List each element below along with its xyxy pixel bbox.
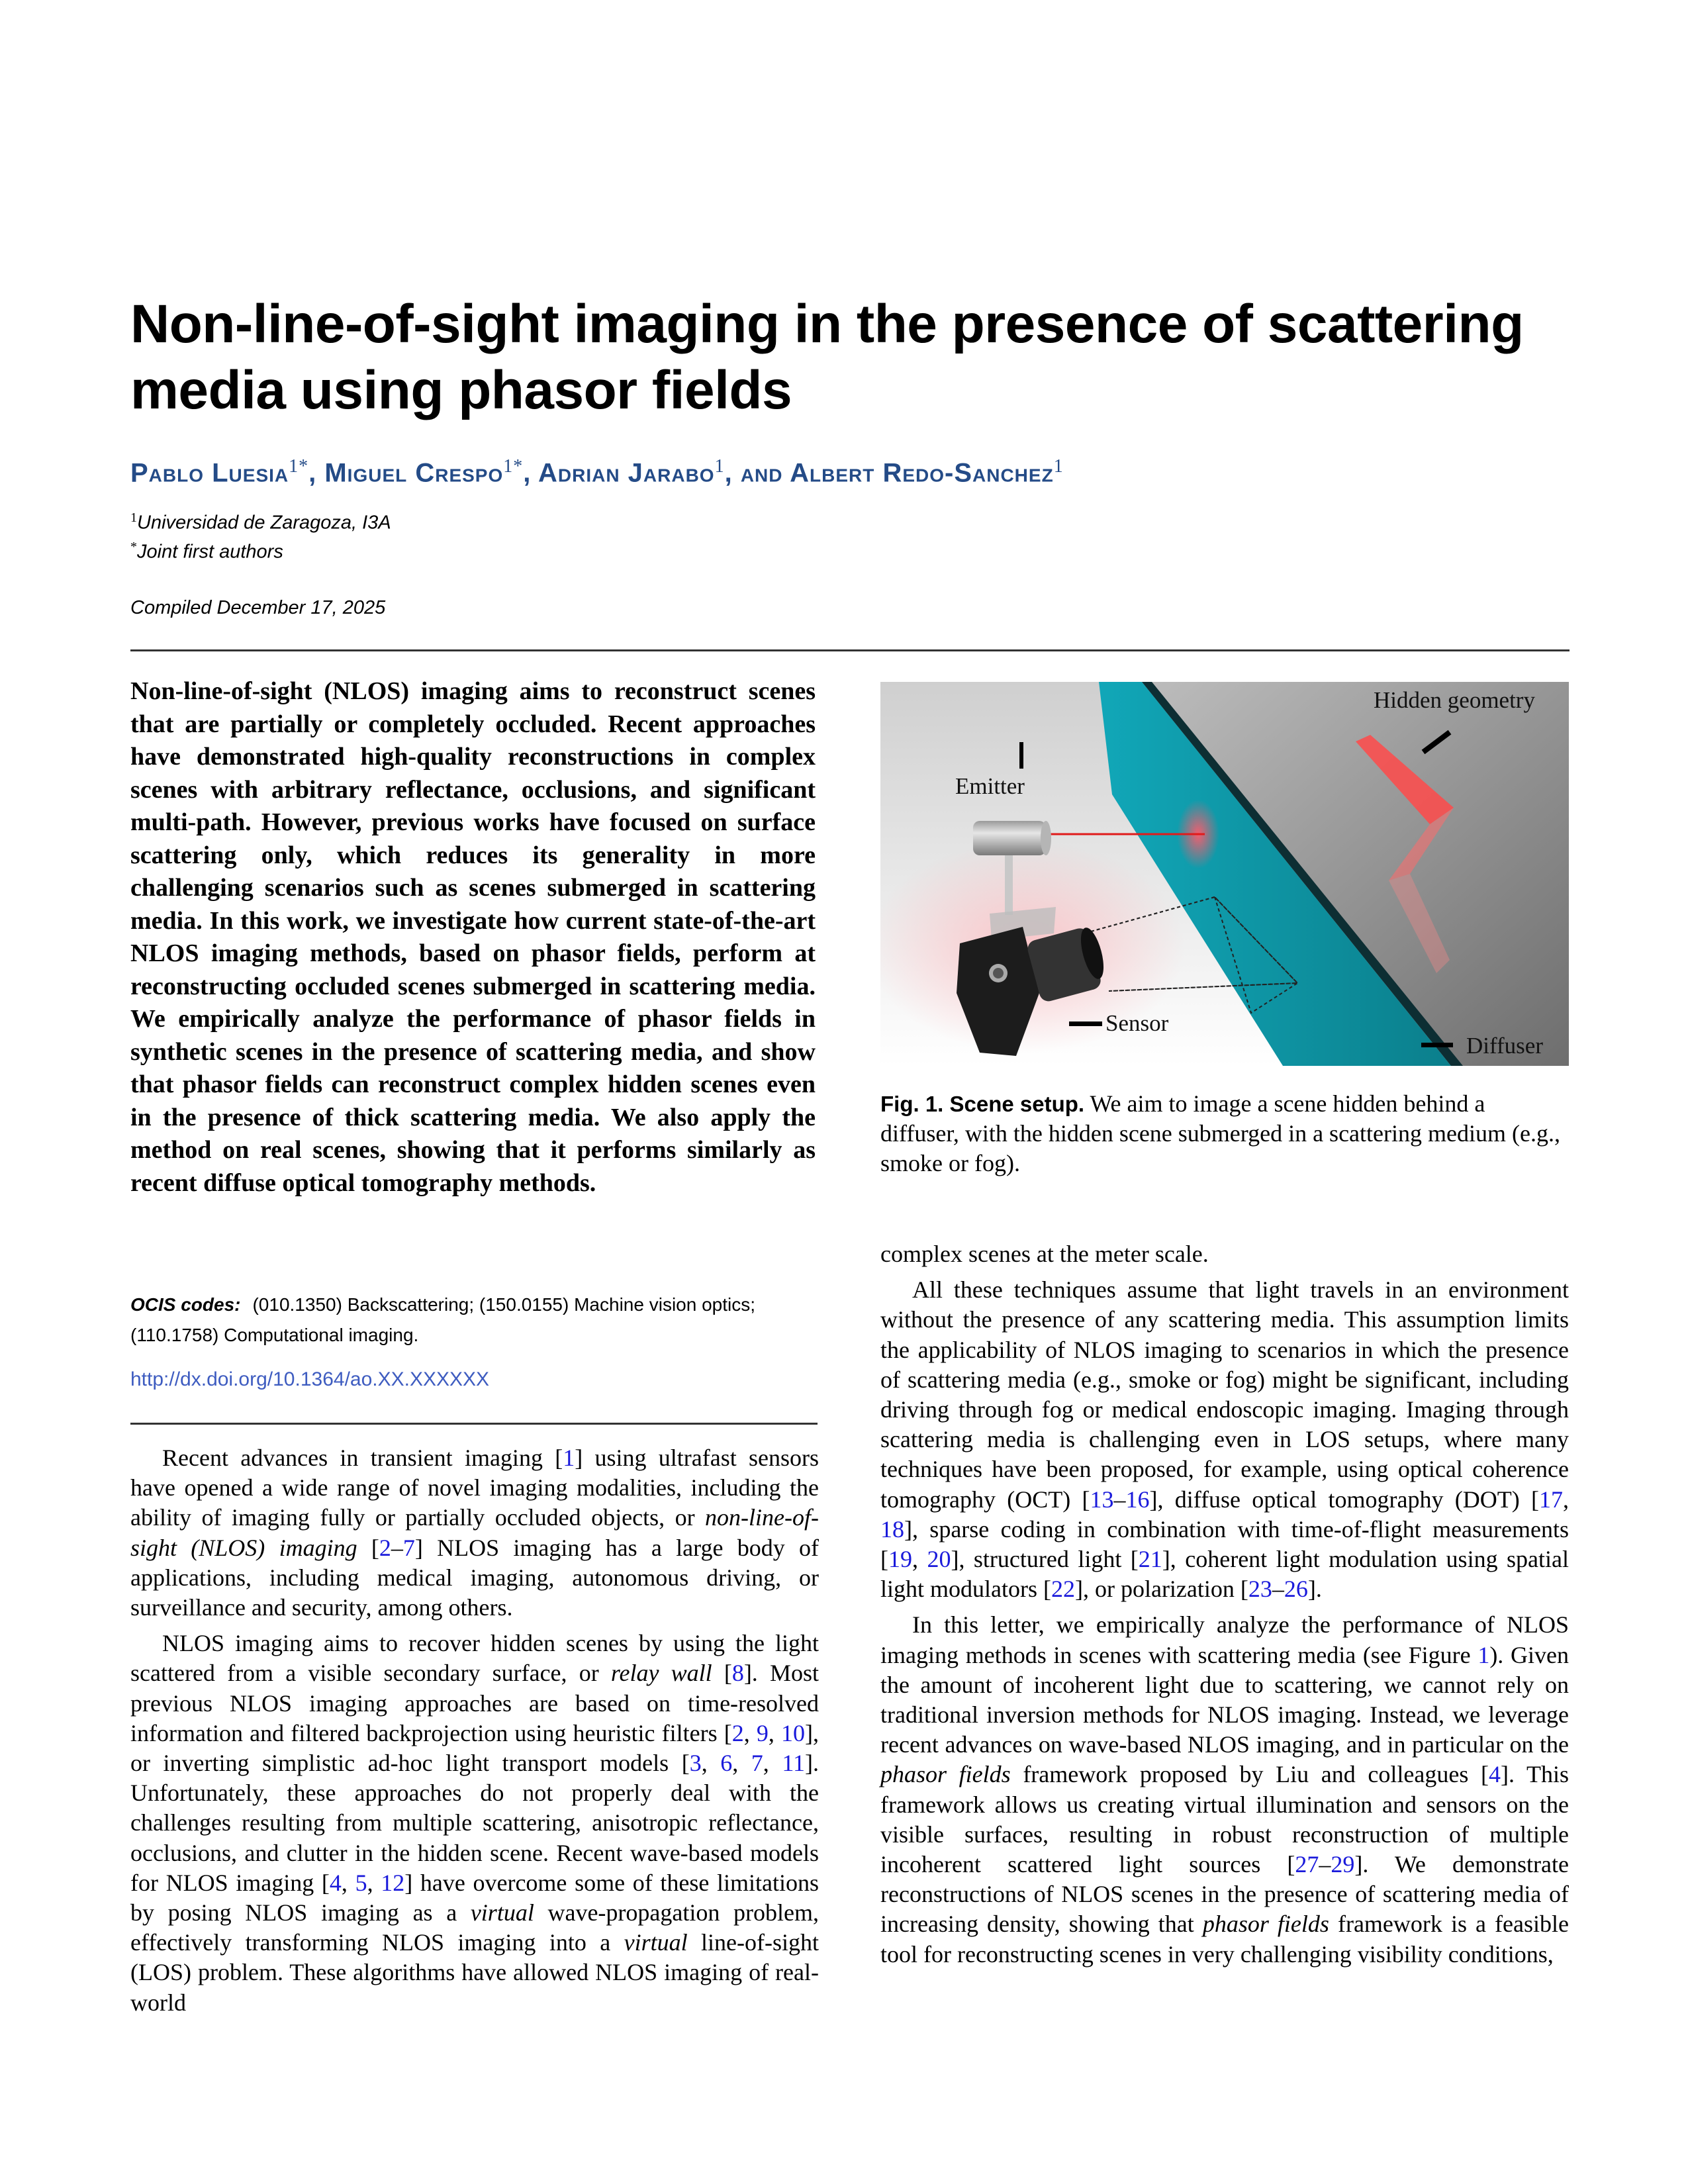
author-affiliation-mark: 1 [714,456,725,477]
affiliation-1 [130,504,391,536]
citation-link[interactable]: 12 [381,1869,405,1896]
right-column [880,1239,1569,1975]
citation-link[interactable]: 1 [1477,1641,1490,1668]
affiliation-mark: 1 [130,510,137,525]
figure-label-sensor: Sensor [1105,1010,1169,1036]
emphasis-text: non-line-of-sight (NLOS) imaging [130,1504,819,1561]
author-name: Miguel Crespo [324,458,504,488]
figure-caption [880,1089,1569,1178]
paragraph: All these techniques assume that light travels in an environment without the presence of any scattering media. This assumption limits the applicability of NLOS imaging to scenarios in which the presence of scattering media (e.g., smoke or fog) might be significant, including driving through fog or medical endoscopic imaging. Imaging through scattering media is challenging even in LOS setups, where many techniques have been proposed, for example, using optical coherence tomography (OCT) [13–16], diffuse optical tomography (DOT) [17, 18], sparse coding in combination with time-of-flight measurements [19, 20], structured light [21], coherent light modulation using spatial light modulators [22], or polarization [23–26]. [880,1276,1570,1603]
paper-title [130,291,1587,424]
author-name: Pablo Luesia [130,458,289,488]
citation-link[interactable]: 26 [1284,1576,1308,1603]
title-line-1: Non-line-of-sight imaging in the presence of scattering [130,294,1524,354]
affiliation-mark: * [130,540,137,554]
emphasis-text: phasor fields [1202,1911,1329,1938]
affiliation-2 [130,534,283,565]
emphasis-text: relay wall [610,1660,712,1687]
citation-link[interactable]: 2 [379,1534,391,1561]
citation-link[interactable]: 3 [689,1750,702,1777]
citation-link[interactable]: 4 [1489,1761,1501,1788]
author-name: Adrian Jarabo [538,458,715,488]
caption-text: We aim to image a scene hidden behind a diffuser, with the hidden scene submerged in a scattering medium (e.g., smoke or fog). [880,1090,1560,1176]
author-separator: , [308,458,325,488]
author-affiliation-mark: 1* [289,456,309,477]
emphasis-text: phasor fields [880,1761,1011,1788]
citation-link[interactable]: 8 [731,1660,744,1687]
citation-link[interactable]: 11 [782,1750,806,1777]
author-separator: , and [724,458,790,488]
affiliation-text: Universidad de Zaragoza, I3A [137,512,391,534]
ocis-text: (010.1350) Backscattering; (150.0155) Machine vision optics; (110.1758) Computational imaging. [130,1294,756,1345]
citation-link[interactable]: 7 [402,1534,415,1561]
ocis-label: OCIS codes: [130,1294,241,1315]
figure-scene-setup [880,682,1569,1066]
paragraph: NLOS imaging aims to recover hidden scenes by using the light scattered from a visible secondary surface, or relay wall [8]. Most previous NLOS imaging approaches are based on time-resolved information and filtered backprojection using heuristic filters [2, 9, 10], or inverting simplistic ad-hoc light transport models [3, 6, 7, 11]. Unfortunately, these approaches do not properly deal with the challenges resulting from multiple scattering, anisotropic reflectance, occlusions, and clutter in the hidden scene. Recent wave-based models for NLOS imaging [4, 5, 12] have overcome some of these limitations by posing NLOS imaging as a virtual wave-propagation problem, effectively transforming NLOS imaging into a virtual line-of-sight (LOS) problem. These algorithms have allowed NLOS imaging of real-world [130,1630,820,2016]
figure-label-hidden-geometry: Hidden geometry [1374,687,1535,713]
author-name: Albert Redo-Sanchez [790,458,1054,488]
citation-link[interactable]: 16 [1125,1486,1150,1513]
citation-link[interactable]: 17 [1539,1486,1563,1513]
citation-link[interactable]: 22 [1051,1576,1075,1603]
compiled-date: Compiled December 17, 2025 [130,597,386,618]
emphasis-text: virtual [624,1929,688,1956]
citation-link[interactable]: 9 [756,1719,769,1746]
figure-label-emitter: Emitter [955,773,1025,799]
paragraph: In this letter, we empirically analyze the performance of NLOS imaging methods in scenes with scattering media (see Figure 1). Given the amount of incoherent light due to scattering, we cannot rely on traditional inversion methods for NLOS imaging. Instead, we leverage recent advances on wave-based NLOS imaging, and in particular on the phasor fields framework proposed by Liu and colleagues [4]. This framework allows us creating virtual illumination and sensors on the visible surfaces, resulting in robust reconstruction of multiple incoherent scattered light sources [27–29]. We demonstrate reconstructions of NLOS scenes in the presence of scattering media of increasing density, showing that phasor fields framework is a feasible tool for reconstructing scenes in very challenging visibility conditions, [880,1611,1570,1968]
citation-link[interactable]: 29 [1331,1851,1355,1878]
affiliation-text: Joint first authors [137,541,283,563]
left-column [130,1443,819,2024]
citation-link[interactable]: 19 [888,1546,912,1573]
paragraph: complex scenes at the meter scale. [880,1241,1209,1267]
citation-link[interactable]: 6 [720,1750,733,1777]
citation-link[interactable]: 10 [781,1719,805,1746]
header-divider [130,649,1570,651]
citation-link[interactable]: 20 [927,1546,951,1573]
ocis-codes [130,1290,819,1351]
emphasis-text: virtual [470,1899,534,1926]
citation-link[interactable]: 2 [731,1719,744,1746]
citation-link[interactable]: 5 [355,1869,367,1896]
author-list [130,450,1587,489]
citation-link[interactable]: 4 [329,1869,342,1896]
citation-link[interactable]: 1 [563,1445,575,1471]
citation-link[interactable]: 23 [1248,1576,1272,1603]
abstract: Non-line-of-sight (NLOS) imaging aims to reconstruct scenes that are partially or completely occluded. Recent approaches have demonstrated high-quality reconstructions in complex scenes with arbitrary reflectance, occlusions, and significant multi-path. However, previous works have focused on surface scattering only, which reduces its generality in more challenging scenarios such as scenes submerged in scattering media. In this work, we investigate how current state-of-the-art NLOS imaging methods, based on phasor fields, perform at reconstructing occluded scenes submerged in scattering media. We empirically analyze the performance of phasor fields in synthetic scenes in the presence of scattering media, and show that phasor fields can reconstruct complex hidden scenes even in the presence of thick scattering media. We also apply the method on real scenes, showing that it performs similarly as recent diffuse optical tomography methods. [130,677,816,1197]
citation-link[interactable]: 18 [880,1515,904,1543]
abstract-divider [130,1423,818,1425]
citation-link[interactable]: 21 [1138,1546,1162,1573]
citation-link[interactable]: 27 [1295,1851,1319,1878]
title-line-2: media using phasor fields [130,360,792,420]
author-affiliation-mark: 1 [1053,456,1064,477]
citation-link[interactable]: 13 [1090,1486,1114,1513]
doi-link[interactable]: http://dx.doi.org/10.1364/ao.XX.XXXXXX [130,1368,490,1390]
author-affiliation-mark: 1* [503,456,524,477]
scene-illustration [880,682,1569,1066]
author-separator: , [523,458,539,488]
citation-link[interactable]: 7 [751,1750,763,1777]
figure-label-diffuser: Diffuser [1466,1033,1543,1059]
paragraph: Recent advances in transient imaging [1] using ultrafast sensors have opened a wide range of novel imaging modalities, including the ability of imaging fully or partially occluded objects, or non-line-of-sight (NLOS) imaging [2–7] NLOS imaging has a large body of applications, including medical imaging, autonomous driving, or surveillance and security, among others. [130,1445,820,1621]
caption-heading: Fig. 1. Scene setup. [880,1092,1085,1116]
